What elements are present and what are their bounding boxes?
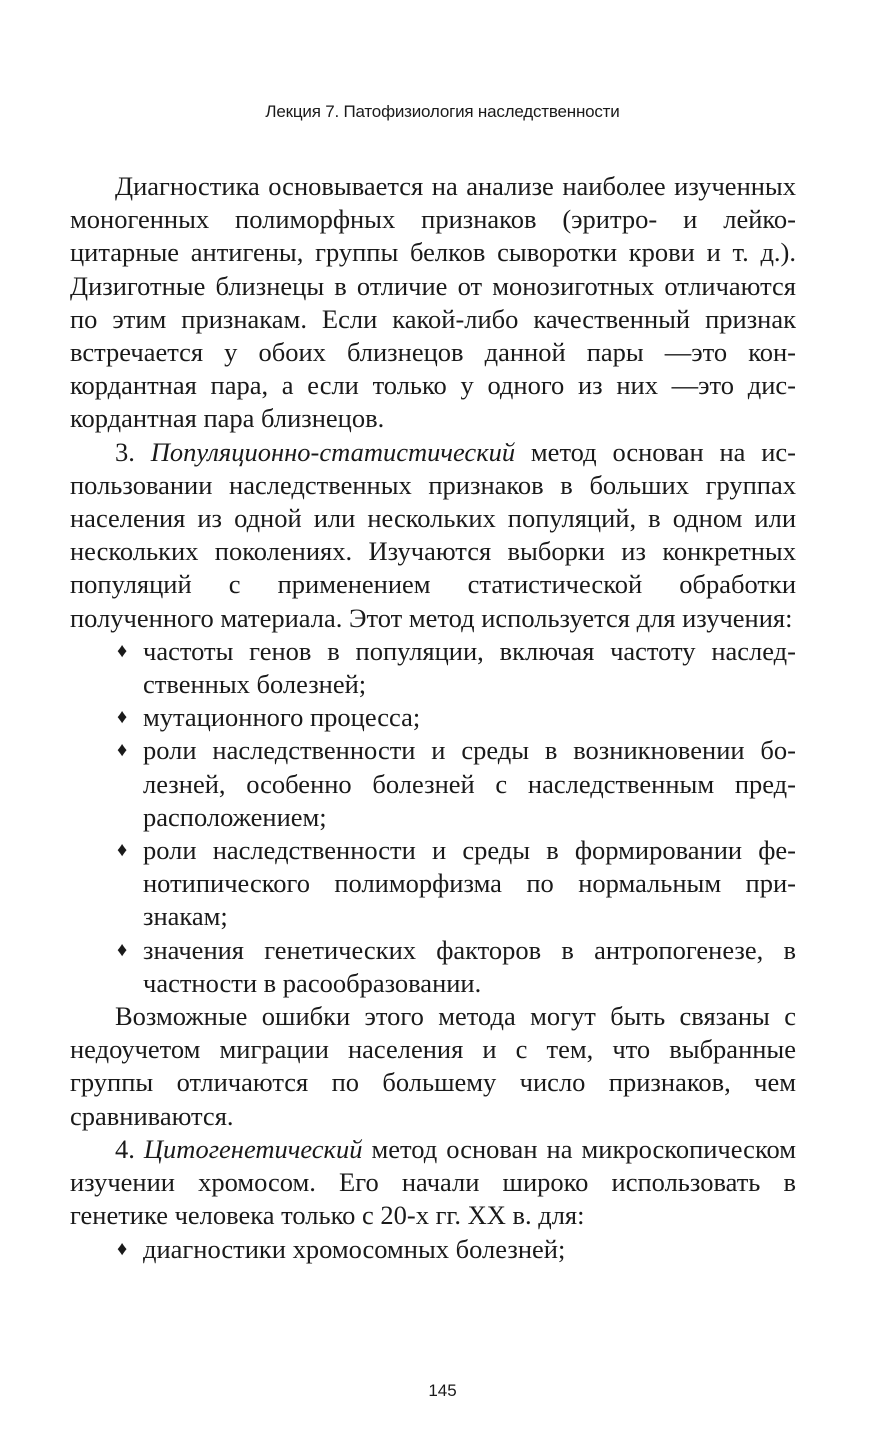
paragraph-population-method [70,436,796,635]
paragraph-twin-diagnostics: Диагностика основывается на анализе наиболее изученных моногенных полиморфных признаков (эритро- и лейкоцитарные антигены, группы белков сыворотки крови и т. д.). Дизиготные близнецы в отличие от монозиготных отличаются по этим признакам. Если какой-либо качественный признак встречается у обоих близнецов данной пары —это конкордантная пара, а если только у одного из них —это дискордантная пара близнецов. [70,171,796,434]
method-term-population: Популяционно-статистический [150,436,516,467]
paragraph-cytogenetic-method [70,1133,796,1233]
list-item-text: мутационного процесса; [143,702,421,733]
list-number: 4. [115,1133,135,1164]
list-item-text: частоты генов в популяции, включая частоту наследственных болезней; [143,635,796,700]
list-item-text: роли наследственности и среды в возникновении болезней, особенно болезней с наследственным предрасположением; [143,735,796,832]
paragraph-text: метод основан на использовании наследственных признаков в больших группах населения из одной или нескольких популяций, в одном или нескольких поколениях. Изучаются выборки из конкретных популяций с применением статистической обработки полученного материала. Этот метод используется для изучения: [70,436,796,633]
running-header: Лекция 7. Патофизиология наследственности [265,102,620,121]
list-item-text: значения генетических факторов в антропогенезе, в частности в расообразовании. [143,934,796,998]
diamond-bullet-icon: ♦ [117,938,128,961]
list-number: 3. [115,436,135,467]
diamond-bullet-icon: ♦ [117,739,128,762]
diamond-bullet-icon: ♦ [117,839,128,862]
diamond-bullet-icon: ♦ [117,1237,128,1260]
cytogenetic-method-uses-list [70,1233,796,1266]
list-item [117,834,796,934]
list-item [117,701,796,734]
list-item [117,934,796,1000]
list-item [117,635,796,701]
diamond-bullet-icon: ♦ [117,706,128,729]
method-term-cytogenetic: Цитогенетический [143,1133,363,1164]
list-item-text: диагностики хромосомных болезней; [143,1233,566,1264]
paragraph-text: метод основан на микроскопическом изучении хромосом. Его начали широко использовать в генетике человека только с 20-х гг. XX в. для: [70,1133,796,1231]
page-body [70,170,796,1266]
paragraph-method-errors: Возможные ошибки этого метода могут быть связаны с недоучетом миграции населения и с тем, что выбранные группы отличаются по большему число признаков, чем сравниваются. [70,1001,796,1131]
list-item [117,734,796,834]
page-number: 145 [428,1381,457,1400]
diamond-bullet-icon: ♦ [117,639,128,662]
list-item [117,1233,796,1266]
list-item-text: роли наследственности и среды в формировании фенотипического полиморфизма по нормальным признакам; [143,835,796,932]
population-method-uses-list [70,635,796,1000]
